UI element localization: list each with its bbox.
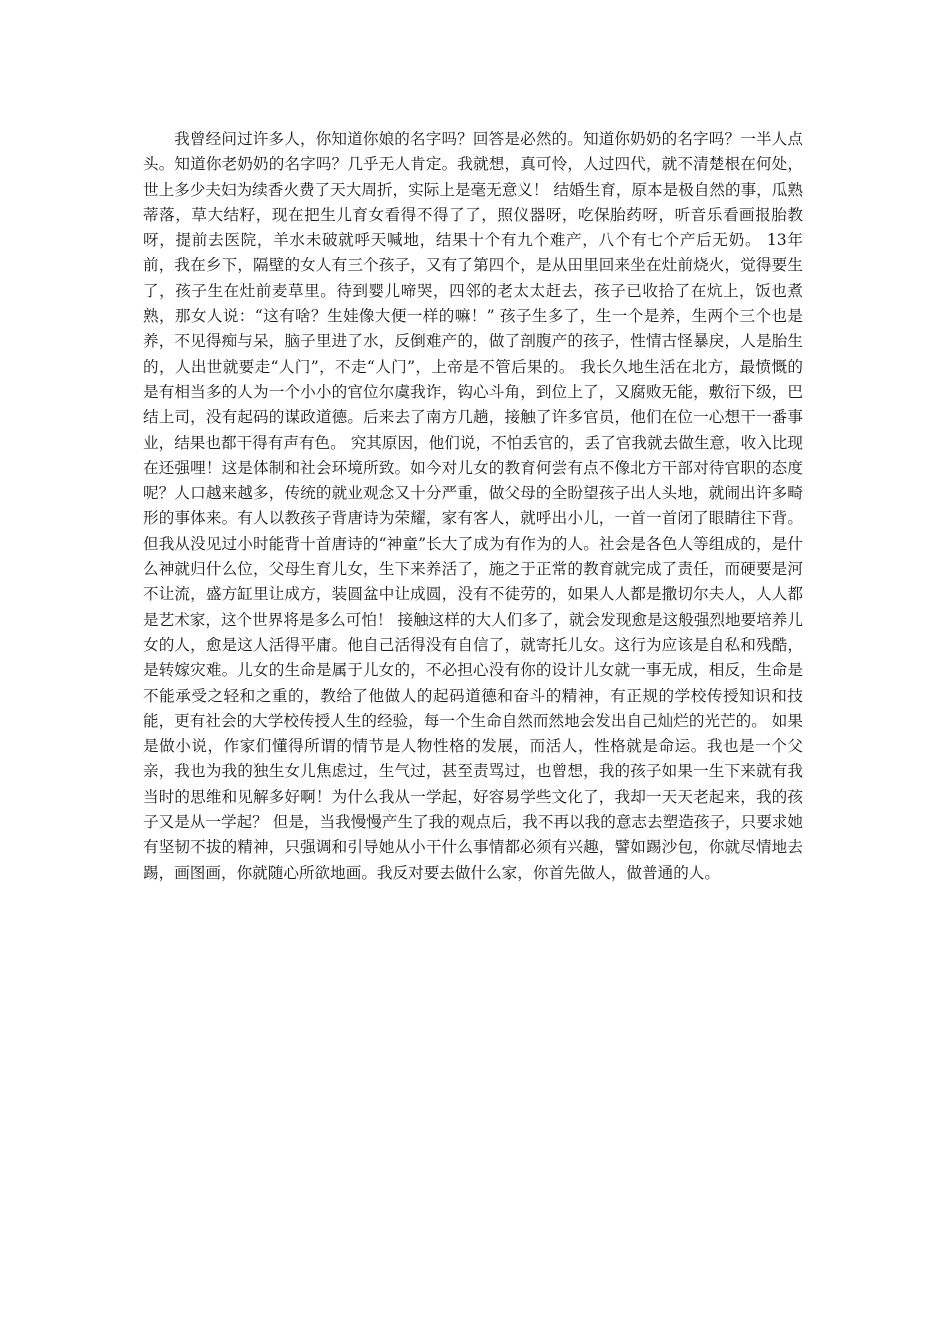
body-paragraph: 我曾经问过许多人，你知道你娘的名字吗？回答是必然的。知道你奶奶的名字吗？一半人点头。知道你老奶奶的名字吗？几乎无人肯定。我就想，真可怜，人过四代，就不清楚根在何处，世上多少夫妇为续香火费了天大周折，实际上是毫无意义！ 结婚生育，原本是极自然的事，瓜熟蒂落，草大结籽，现在把生儿育女看得不得了了，照仪器呀，吃保胎药呀，听音乐看画报胎教呀，提前去医院，羊水未破就呼天喊地，结果十个有九个难产，八个有七个产后无奶。 13年前，我在乡下，隔壁的女人有三个孩子，又有了第四个，是从田里回来坐在灶前烧火，觉得要生了，孩子生在灶前麦草里。待到婴儿啼哭，四邻的老太太赶去，孩子已收拾了在炕上，饭也煮熟，那女人说：“这有啥？生娃像大便一样的嘛！” 孩子生多了，生一个是养，生两个三个也是养，不见得痴与呆，脑子里进了水，反倒难产的，做了剖腹产的孩子，性情古怪暴戾，人是胎生的，人出世就要走“人门”，不走“人门”，上帝是不管后果的。 我长久地生活在北方，最愤慨的是有相当多的人为一个小小的官位尔虞我诈，钩心斗角，到位上了，又腐败无能，敷衍下级，巴结上司，没有起码的谋政道德。后来去了南方几趟，接触了许多官员，他们在位一心想干一番事业，结果也都干得有声有色。 究其原因，他们说，不怕丢官的，丢了官我就去做生意，收入比现在还强哩！这是体制和社会环境所致。如今对儿女的教育何尝有点不像北方干部对待官职的态度呢？人口越来越多，传统的就业观念又十分严重，做父母的全盼望孩子出人头地，就闹出许多畸形的事体来。有人以教孩子背唐诗为荣耀，家有客人，就呼出小儿，一首一首闭了眼睛往下背。但我从没见过小时能背十首唐诗的“神童”长大了成为有作为的人。社会是各色人等组成的，是什么神就归什么位，父母生育儿女，生下来养活了，施之于正常的教育就完成了责任，而硬要是河不让流，盛方缸里让成方，装圆盆中让成圆，没有不徒劳的，如果人人都是撒切尔夫人，人人都是艺术家，这个世界将是多么可怕！ 接触这样的大人们多了，就会发现愈是这般强烈地要培养儿女的人，愈是这人活得平庸。他自己活得没有自信了，就寄托儿女。这行为应该是自私和残酷，是转嫁灾难。儿女的生命是属于儿女的，不必担心没有你的设计儿女就一事无成，相反，生命是不能承受之轻和之重的，教给了他做人的起码道德和奋斗的精神，有正规的学校传授知识和技能，更有社会的大学校传授人生的经验，每一个生命自然而然地会发出自己灿烂的光芒的。 如果是做小说，作家们懂得所谓的情节是人物性格的发展，而活人，性格就是命运。我也是一个父亲，我也为我的独生女儿焦虑过，生气过，甚至责骂过，也曾想，我的孩子如果一生下来就有我当时的思维和见解多好啊！为什么我从一学起，好容易学些文化了，我却一天天老起来，我的孩子又是从一学起？ 但是，当我慢慢产生了我的观点后，我不再以我的意志去塑造孩子，只要求她有坚韧不拔的精神，只强调和引导她从小干什么事情都必须有兴趣，譬如踢沙包，你就尽情地去踢，画图画，你就随心所欲地画。我反对要去做什么家，你首先做人，做普通的人。 [143,130,803,882]
